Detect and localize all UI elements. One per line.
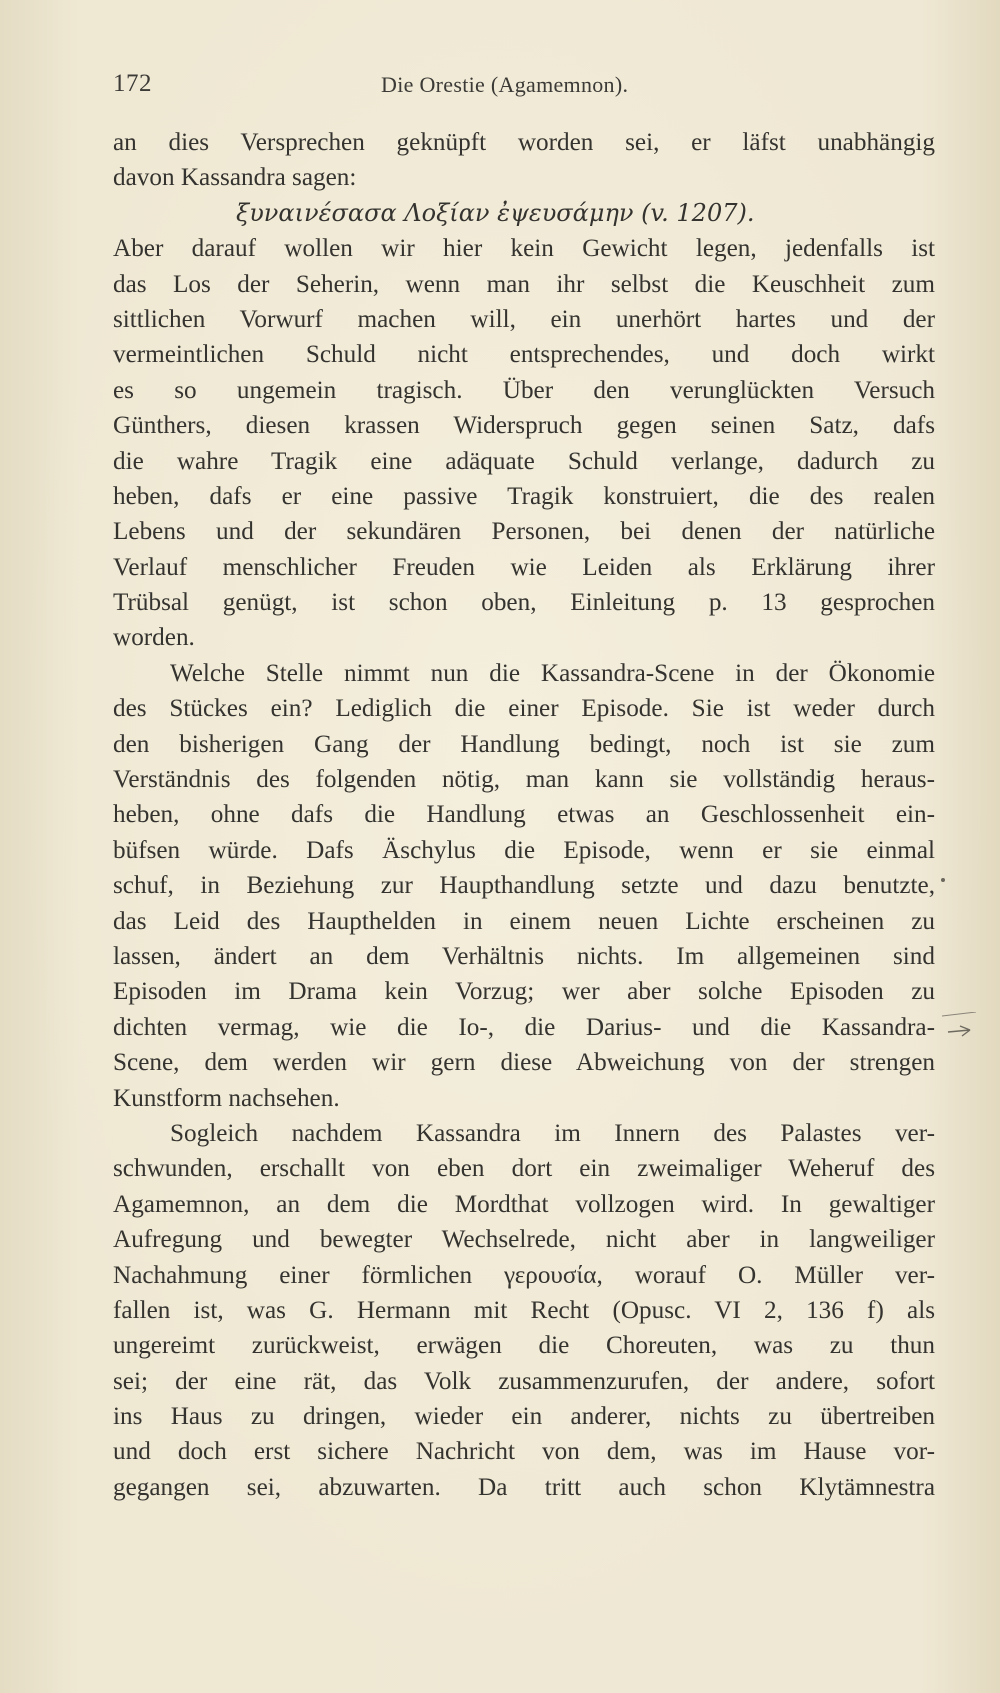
text-line: sittlichen Vorwurf machen will, ein unerhört hartes und der (113, 305, 935, 333)
text-line: ins Haus zu dringen, wieder ein anderer, nichts zu übertreiben (113, 1403, 935, 1431)
text-line: davon Kassandra sagen: (113, 164, 357, 192)
text-line: Agamemnon, an dem die Mordthat vollzogen wird. In gewaltiger (113, 1190, 935, 1218)
running-head: Die Orestie (Agamemnon). (381, 72, 629, 97)
text-line: heben, ohne dafs die Handlung etwas an Geschlossenheit ein- (113, 801, 935, 829)
text-line: und doch erst sichere Nachricht von dem, was im Hause vor- (113, 1438, 935, 1466)
pencil-margin-mark (940, 1012, 980, 1042)
margin-dot-mark (941, 878, 945, 882)
text-line: vermeintlichen Schuld nicht entsprechendes, und doch wirkt (113, 341, 935, 369)
text-line: Sogleich nachdem Kassandra im Innern des Palastes ver- (170, 1119, 935, 1147)
body-text (113, 125, 935, 1505)
text-line: Lebens und der sekundären Personen, bei denen der natürliche (113, 518, 935, 546)
text-line: ξυναινέσασα Λοξίαν ἐψευσάμην (v. 1207). (236, 198, 755, 227)
text-line: des Stückes ein? Lediglich die einer Episode. Sie ist weder durch (113, 695, 935, 723)
text-line: schuf, in Beziehung zur Haupthandlung setzte und dazu benutzte, (113, 872, 935, 900)
text-line: das Los der Seherin, wenn man ihr selbst die Keuschheit zum (113, 270, 935, 298)
text-line: Aber darauf wollen wir hier kein Gewicht legen, jedenfalls ist (113, 235, 935, 263)
text-line: Günthers, diesen krassen Widerspruch gegen seinen Satz, dafs (113, 412, 935, 440)
page-header (113, 70, 935, 104)
text-line: lassen, ändert an dem Verhältnis nichts. Im allgemeinen sind (113, 942, 935, 970)
text-line: den bisherigen Gang der Handlung bedingt, noch ist sie zum (113, 730, 935, 758)
text-line: fallen ist, was G. Hermann mit Recht (Opusc. VI 2, 136 f) als (113, 1296, 935, 1324)
page-number: 172 (113, 70, 152, 97)
text-line: heben, dafs er eine passive Tragik konstruiert, die des realen (113, 482, 935, 510)
text-line: Scene, dem werden wir gern diese Abweichung von der strengen (113, 1049, 935, 1077)
text-line: dichten vermag, wie die Io-, die Darius- und die Kassandra- (113, 1013, 935, 1041)
text-line: Kunstform nachsehen. (113, 1084, 340, 1112)
text-line: worden. (113, 624, 195, 652)
text-line: büfsen würde. Dafs Äschylus die Episode, wenn er sie einmal (113, 836, 935, 864)
text-line: Trübsal genügt, ist schon oben, Einleitung p. 13 gesprochen (113, 589, 935, 617)
text-line: es so ungemein tragisch. Über den verunglückten Versuch (113, 376, 935, 404)
text-line: sei; der eine rät, das Volk zusammenzurufen, der andere, sofort (113, 1367, 935, 1395)
text-line: Nachahmung einer förmlichen γερουσία, worauf O. Müller ver- (113, 1261, 935, 1289)
text-line: gegangen sei, abzuwarten. Da tritt auch schon Klytämnestra (113, 1473, 935, 1501)
text-line: Verlauf menschlicher Freuden wie Leiden als Erklärung ihrer (113, 553, 935, 581)
text-line: die wahre Tragik eine adäquate Schuld verlange, dadurch zu (113, 447, 935, 475)
text-line: ungereimt zurückweist, erwägen die Choreuten, was zu thun (113, 1332, 935, 1360)
text-line: Verständnis des folgenden nötig, man kann sie vollständig heraus- (113, 766, 935, 794)
text-line: Welche Stelle nimmt nun die Kassandra-Scene in der Ökonomie (170, 659, 935, 687)
text-line: das Leid des Haupthelden in einem neuen Lichte erscheinen zu (113, 907, 935, 935)
text-line: Aufregung und bewegter Wechselrede, nicht aber in langweiliger (113, 1226, 935, 1254)
text-line: an dies Versprechen geknüpft worden sei, er läfst unabhängig (113, 129, 935, 156)
text-line: Episoden im Drama kein Vorzug; wer aber solche Episoden zu (113, 978, 935, 1006)
text-line: schwunden, erschallt von eben dort ein zweimaliger Weheruf des (113, 1155, 935, 1183)
